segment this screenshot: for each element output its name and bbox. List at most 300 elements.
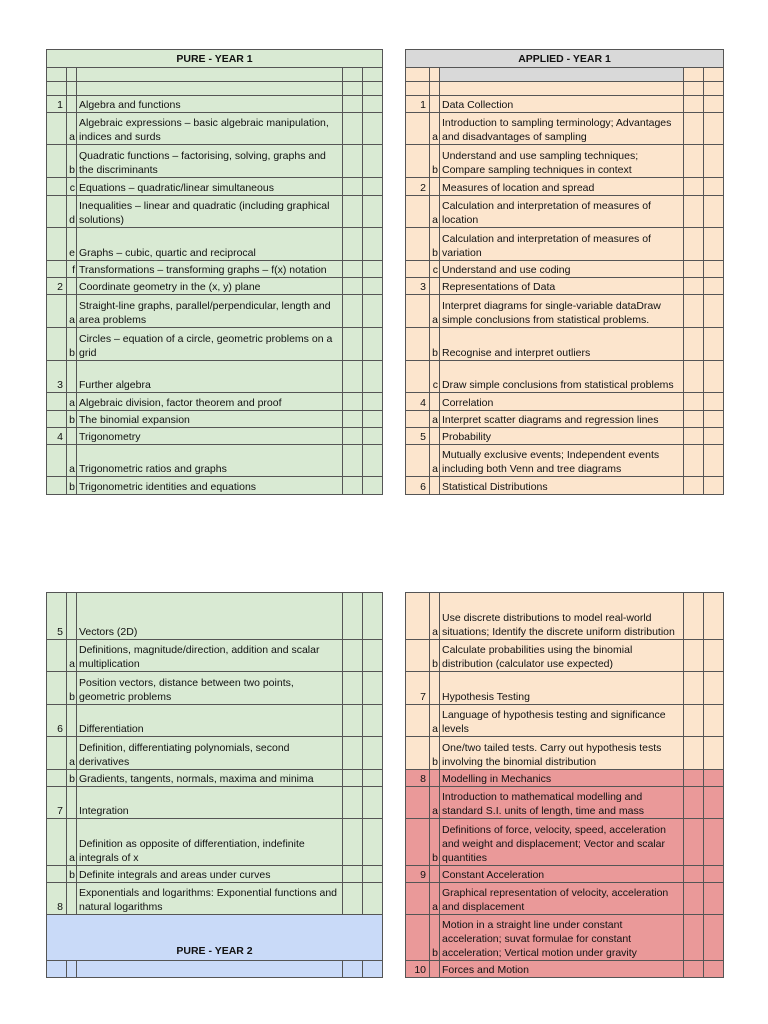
pure-year1-table xyxy=(46,49,383,495)
table-row xyxy=(47,328,383,361)
topic-cell: Probability xyxy=(440,428,684,445)
subtopic-letter-cell: b xyxy=(67,672,77,705)
topic-cell: Graphs – cubic, quartic and reciprocal xyxy=(77,228,343,261)
topic-cell: Definitions, magnitude/direction, addition and scalar multiplication xyxy=(77,640,343,672)
subtopic-letter-cell: e xyxy=(67,228,77,261)
topic-cell: Motion in a straight line under constant acceleration; suvat formulae for constant acceleration; Vertical motion under gravity xyxy=(440,915,684,961)
subtopic-letter-cell: a xyxy=(430,411,440,428)
empty-cell xyxy=(47,961,67,978)
empty-cell xyxy=(684,96,704,113)
subtopic-letter-cell: b xyxy=(430,228,440,261)
topic-number-cell xyxy=(406,819,430,866)
topic-cell: Quadratic functions – factorising, solving, graphs and the discriminants xyxy=(77,145,343,178)
table-row xyxy=(47,737,383,770)
subtopic-letter-cell: a xyxy=(430,295,440,328)
empty-cell xyxy=(684,428,704,445)
empty-cell xyxy=(704,295,724,328)
applied-year1-title: APPLIED - YEAR 1 xyxy=(406,50,724,68)
table-row xyxy=(406,328,724,361)
topic-cell: Introduction to mathematical modelling and standard S.I. units of length, time and mass xyxy=(440,787,684,819)
empty-cell xyxy=(363,328,383,361)
table-row xyxy=(406,113,724,145)
topic-number-cell xyxy=(406,445,430,477)
table-row xyxy=(406,428,724,445)
topic-number-cell: 3 xyxy=(47,361,67,393)
topic-number-cell: 4 xyxy=(406,393,430,411)
empty-cell xyxy=(343,82,363,96)
empty-cell xyxy=(684,915,704,961)
table-row xyxy=(406,178,724,196)
empty-cell xyxy=(684,672,704,705)
topic-cell: One/two tailed tests. Carry out hypothesis tests involving the binomial distribution xyxy=(440,737,684,770)
empty-cell xyxy=(343,393,363,411)
topic-cell: Recognise and interpret outliers xyxy=(440,328,684,361)
empty-cell xyxy=(704,477,724,495)
empty-cell xyxy=(363,68,383,82)
topic-cell: Definition as opposite of differentiation, indefinite integrals of x xyxy=(77,819,343,866)
topic-number-cell xyxy=(406,295,430,328)
topic-cell: Introduction to sampling terminology; Advantages and disadvantages of sampling xyxy=(440,113,684,145)
topic-number-cell: 7 xyxy=(406,672,430,705)
topic-number-cell xyxy=(47,640,67,672)
topic-cell: Use discrete distributions to model real-world situations; Identify the discrete uniform distribution xyxy=(440,593,684,640)
empty-cell xyxy=(704,393,724,411)
empty-cell xyxy=(363,228,383,261)
table-row xyxy=(47,96,383,113)
empty-cell xyxy=(704,82,724,96)
table-row xyxy=(47,361,383,393)
empty-cell xyxy=(704,96,724,113)
subtopic-letter-cell: a xyxy=(430,113,440,145)
subtopic-letter-cell: b xyxy=(430,915,440,961)
topic-cell: The binomial expansion xyxy=(77,411,343,428)
empty-cell xyxy=(430,82,440,96)
topic-number-cell: 4 xyxy=(47,428,67,445)
empty-cell xyxy=(363,883,383,915)
table-row xyxy=(406,68,724,82)
empty-cell xyxy=(343,737,363,770)
topic-number-cell xyxy=(47,196,67,228)
empty-cell xyxy=(363,640,383,672)
topic-number-cell: 1 xyxy=(406,96,430,113)
table-row xyxy=(47,411,383,428)
table-row xyxy=(47,393,383,411)
empty-cell xyxy=(684,961,704,978)
empty-cell xyxy=(363,445,383,477)
table-row xyxy=(406,411,724,428)
topic-number-cell xyxy=(47,866,67,883)
empty-cell xyxy=(684,787,704,819)
table-row xyxy=(47,787,383,819)
empty-cell xyxy=(363,113,383,145)
empty-cell xyxy=(67,68,77,82)
subtopic-letter-cell xyxy=(430,866,440,883)
table-row xyxy=(406,477,724,495)
empty-cell xyxy=(363,593,383,640)
table-row xyxy=(406,393,724,411)
empty-cell xyxy=(684,883,704,915)
table-row xyxy=(406,770,724,787)
table-row xyxy=(47,228,383,261)
topic-number-cell: 1 xyxy=(47,96,67,113)
empty-cell xyxy=(363,787,383,819)
topic-number-cell xyxy=(406,328,430,361)
topic-number-cell: 2 xyxy=(47,278,67,295)
empty-cell xyxy=(704,866,724,883)
topic-number-cell: 7 xyxy=(47,787,67,819)
topic-number-cell: 2 xyxy=(406,178,430,196)
empty-cell xyxy=(684,393,704,411)
empty-cell xyxy=(684,228,704,261)
subtopic-letter-cell xyxy=(67,883,77,915)
empty-cell xyxy=(77,961,343,978)
topic-cell: Transformations – transforming graphs – f(x) notation xyxy=(77,261,343,278)
subtopic-letter-cell: a xyxy=(430,883,440,915)
table-row xyxy=(406,866,724,883)
empty-cell xyxy=(684,178,704,196)
table-row xyxy=(406,883,724,915)
table-row xyxy=(406,361,724,393)
topic-number-cell xyxy=(47,819,67,866)
empty-cell xyxy=(704,196,724,228)
topic-cell: Exponentials and logarithms: Exponential functions and natural logarithms xyxy=(77,883,343,915)
topic-cell: Integration xyxy=(77,787,343,819)
empty-cell xyxy=(684,819,704,866)
empty-cell xyxy=(343,113,363,145)
empty-cell xyxy=(343,228,363,261)
table-row xyxy=(406,96,724,113)
subtopic-letter-cell xyxy=(67,787,77,819)
empty-cell xyxy=(704,770,724,787)
topic-number-cell xyxy=(406,640,430,672)
empty-cell xyxy=(343,196,363,228)
empty-cell xyxy=(343,96,363,113)
empty-cell xyxy=(684,261,704,278)
empty-cell xyxy=(406,68,430,82)
empty-cell xyxy=(343,705,363,737)
subtopic-letter-cell xyxy=(430,770,440,787)
topic-number-cell xyxy=(406,705,430,737)
table-row xyxy=(406,961,724,978)
topic-number-cell: 8 xyxy=(406,770,430,787)
empty-cell xyxy=(684,82,704,96)
table-row xyxy=(47,145,383,178)
topic-number-cell: 6 xyxy=(406,477,430,495)
subtopic-letter-cell: a xyxy=(430,593,440,640)
empty-cell xyxy=(343,883,363,915)
topic-number-cell xyxy=(47,672,67,705)
empty-cell xyxy=(704,361,724,393)
empty-cell xyxy=(363,96,383,113)
topic-cell: Interpret scatter diagrams and regression lines xyxy=(440,411,684,428)
subtopic-letter-cell: c xyxy=(430,261,440,278)
table-row xyxy=(47,445,383,477)
empty-cell xyxy=(430,68,440,82)
empty-cell xyxy=(684,770,704,787)
empty-cell xyxy=(343,787,363,819)
subtopic-letter-cell xyxy=(430,961,440,978)
empty-cell xyxy=(343,819,363,866)
empty-cell xyxy=(343,866,363,883)
empty-cell xyxy=(684,278,704,295)
subtopic-letter-cell xyxy=(67,428,77,445)
pure-year1-title: PURE - YEAR 1 xyxy=(47,50,383,68)
subtopic-letter-cell: a xyxy=(67,393,77,411)
empty-cell xyxy=(684,295,704,328)
subtopic-letter-cell: b xyxy=(67,477,77,495)
subtopic-letter-cell xyxy=(67,593,77,640)
topic-cell: Definitions of force, velocity, speed, acceleration and weight and displacement; Vector and scalar quantities xyxy=(440,819,684,866)
subtopic-letter-cell: a xyxy=(67,445,77,477)
topic-cell: Understand and use coding xyxy=(440,261,684,278)
empty-cell xyxy=(343,411,363,428)
table-row xyxy=(406,593,724,640)
topic-cell: Interpret diagrams for single-variable dataDraw simple conclusions from statistical problems. xyxy=(440,295,684,328)
table-row xyxy=(47,68,383,82)
empty-cell xyxy=(704,411,724,428)
subtopic-letter-cell: a xyxy=(67,295,77,328)
table-row xyxy=(47,705,383,737)
empty-cell xyxy=(684,705,704,737)
empty-cell xyxy=(684,866,704,883)
topic-number-cell xyxy=(406,883,430,915)
subtopic-letter-cell xyxy=(430,278,440,295)
table-row xyxy=(406,787,724,819)
topic-cell: Inequalities – linear and quadratic (including graphical solutions) xyxy=(77,196,343,228)
topic-cell: Trigonometric identities and equations xyxy=(77,477,343,495)
empty-cell xyxy=(67,961,77,978)
subtopic-letter-cell: a xyxy=(67,819,77,866)
table-row xyxy=(406,445,724,477)
subtopic-letter-cell: d xyxy=(67,196,77,228)
empty-cell xyxy=(343,328,363,361)
table-row xyxy=(47,295,383,328)
topic-number-cell xyxy=(406,228,430,261)
subtopic-letter-cell xyxy=(430,428,440,445)
empty-cell xyxy=(704,787,724,819)
empty-cell xyxy=(704,445,724,477)
topic-cell: Further algebra xyxy=(77,361,343,393)
empty-cell xyxy=(363,278,383,295)
empty-cell xyxy=(343,178,363,196)
subtopic-letter-cell: c xyxy=(430,361,440,393)
topic-number-cell xyxy=(406,593,430,640)
table-row xyxy=(406,915,724,961)
topic-number-cell xyxy=(406,113,430,145)
empty-cell xyxy=(704,178,724,196)
table-row xyxy=(47,883,383,915)
table-row xyxy=(406,819,724,866)
subtopic-letter-cell xyxy=(67,278,77,295)
empty-cell xyxy=(704,228,724,261)
subtopic-letter-cell: b xyxy=(430,819,440,866)
table-row xyxy=(47,428,383,445)
pure-year2-title: PURE - YEAR 2 xyxy=(47,915,383,961)
topic-number-cell xyxy=(47,261,67,278)
table-row xyxy=(47,915,383,961)
subtopic-letter-cell: a xyxy=(67,640,77,672)
empty-cell xyxy=(704,113,724,145)
topic-cell: Calculate probabilities using the binomial distribution (calculator use expected) xyxy=(440,640,684,672)
empty-cell xyxy=(363,705,383,737)
empty-cell xyxy=(704,278,724,295)
topic-number-cell xyxy=(406,737,430,770)
topic-number-cell xyxy=(406,915,430,961)
table-row xyxy=(47,261,383,278)
topic-cell: Calculation and interpretation of measures of variation xyxy=(440,228,684,261)
topic-cell: Position vectors, distance between two points, geometric problems xyxy=(77,672,343,705)
subtopic-letter-cell xyxy=(67,96,77,113)
topic-cell: Draw simple conclusions from statistical problems xyxy=(440,361,684,393)
subtopic-letter-cell: b xyxy=(67,770,77,787)
table-row xyxy=(47,640,383,672)
subtopic-letter-cell: b xyxy=(430,328,440,361)
table-row xyxy=(47,770,383,787)
topic-cell: Algebraic division, factor theorem and proof xyxy=(77,393,343,411)
empty-cell xyxy=(343,477,363,495)
subtopic-letter-cell: b xyxy=(67,328,77,361)
subtopic-letter-cell: b xyxy=(430,737,440,770)
topic-cell: Forces and Motion xyxy=(440,961,684,978)
table-row xyxy=(47,178,383,196)
pure-year1-continued-table xyxy=(46,592,383,978)
table-row xyxy=(47,477,383,495)
topic-number-cell xyxy=(47,113,67,145)
subtopic-letter-cell: a xyxy=(430,196,440,228)
subtopic-letter-cell: b xyxy=(67,145,77,178)
subtopic-letter-cell xyxy=(430,393,440,411)
empty-cell xyxy=(684,145,704,178)
empty-cell xyxy=(684,737,704,770)
empty-cell xyxy=(343,445,363,477)
subtopic-letter-cell: a xyxy=(430,705,440,737)
topic-cell: Constant Acceleration xyxy=(440,866,684,883)
empty-cell xyxy=(343,770,363,787)
topic-number-cell xyxy=(47,445,67,477)
topic-cell: Definition, differentiating polynomials, second derivatives xyxy=(77,737,343,770)
topic-number-cell xyxy=(406,787,430,819)
subtopic-letter-cell xyxy=(67,705,77,737)
topic-number-cell xyxy=(47,737,67,770)
topic-number-cell: 3 xyxy=(406,278,430,295)
topic-number-cell: 8 xyxy=(47,883,67,915)
topic-cell: Language of hypothesis testing and significance levels xyxy=(440,705,684,737)
table-row xyxy=(406,261,724,278)
topic-number-cell xyxy=(47,328,67,361)
empty-cell xyxy=(440,82,684,96)
topic-number-cell xyxy=(406,145,430,178)
empty-cell xyxy=(363,261,383,278)
empty-cell xyxy=(363,361,383,393)
table-row xyxy=(47,819,383,866)
topic-number-cell xyxy=(47,178,67,196)
subtopic-letter-cell: a xyxy=(67,113,77,145)
topic-cell: Definite integrals and areas under curves xyxy=(77,866,343,883)
empty-cell xyxy=(406,82,430,96)
empty-cell xyxy=(704,145,724,178)
empty-cell xyxy=(704,672,724,705)
empty-cell xyxy=(363,411,383,428)
topic-number-cell xyxy=(406,361,430,393)
topic-cell: Gradients, tangents, normals, maxima and minima xyxy=(77,770,343,787)
subtopic-letter-cell: a xyxy=(67,737,77,770)
topic-cell: Algebraic expressions – basic algebraic manipulation, indices and surds xyxy=(77,113,343,145)
table-row xyxy=(47,50,383,68)
topic-cell: Calculation and interpretation of measures of location xyxy=(440,196,684,228)
empty-cell xyxy=(704,428,724,445)
table-row xyxy=(406,228,724,261)
topic-cell: Algebra and functions xyxy=(77,96,343,113)
topic-cell: Statistical Distributions xyxy=(440,477,684,495)
empty-cell xyxy=(343,278,363,295)
empty-cell xyxy=(684,477,704,495)
empty-cell xyxy=(343,295,363,328)
table-row xyxy=(406,50,724,68)
topic-cell: Correlation xyxy=(440,393,684,411)
empty-cell xyxy=(363,82,383,96)
empty-cell xyxy=(684,640,704,672)
topic-number-cell: 5 xyxy=(406,428,430,445)
empty-cell xyxy=(363,737,383,770)
subtopic-letter-cell: a xyxy=(430,445,440,477)
table-row xyxy=(406,278,724,295)
topic-cell: Hypothesis Testing xyxy=(440,672,684,705)
topic-number-cell: 9 xyxy=(406,866,430,883)
empty-cell xyxy=(704,915,724,961)
empty-cell xyxy=(343,68,363,82)
subtopic-letter-cell: b xyxy=(67,866,77,883)
topic-cell: Differentiation xyxy=(77,705,343,737)
empty-cell xyxy=(363,295,383,328)
empty-cell xyxy=(704,640,724,672)
table-row xyxy=(406,145,724,178)
topic-number-cell: 6 xyxy=(47,705,67,737)
empty-cell xyxy=(77,68,343,82)
topic-cell: Measures of location and spread xyxy=(440,178,684,196)
applied-year1-table xyxy=(405,49,724,495)
topic-number-cell: 10 xyxy=(406,961,430,978)
empty-cell xyxy=(343,145,363,178)
empty-cell xyxy=(363,393,383,411)
topic-number-cell xyxy=(47,228,67,261)
subtopic-letter-cell: f xyxy=(67,261,77,278)
table-row xyxy=(47,278,383,295)
empty-cell xyxy=(704,593,724,640)
empty-cell xyxy=(440,68,684,82)
topic-number-cell: 5 xyxy=(47,593,67,640)
subtopic-letter-cell: c xyxy=(67,178,77,196)
empty-cell xyxy=(47,82,67,96)
empty-cell xyxy=(704,819,724,866)
topic-number-cell xyxy=(47,295,67,328)
empty-cell xyxy=(343,361,363,393)
empty-cell xyxy=(363,866,383,883)
empty-cell xyxy=(77,82,343,96)
topic-number-cell xyxy=(47,770,67,787)
empty-cell xyxy=(704,328,724,361)
table-row xyxy=(406,196,724,228)
table-row xyxy=(47,82,383,96)
topic-cell: Coordinate geometry in the (x, y) plane xyxy=(77,278,343,295)
empty-cell xyxy=(704,68,724,82)
empty-cell xyxy=(704,737,724,770)
table-row xyxy=(47,593,383,640)
table-row xyxy=(47,113,383,145)
topic-cell: Understand and use sampling techniques; Compare sampling techniques in context xyxy=(440,145,684,178)
empty-cell xyxy=(704,261,724,278)
subtopic-letter-cell: b xyxy=(430,145,440,178)
topic-number-cell xyxy=(47,477,67,495)
